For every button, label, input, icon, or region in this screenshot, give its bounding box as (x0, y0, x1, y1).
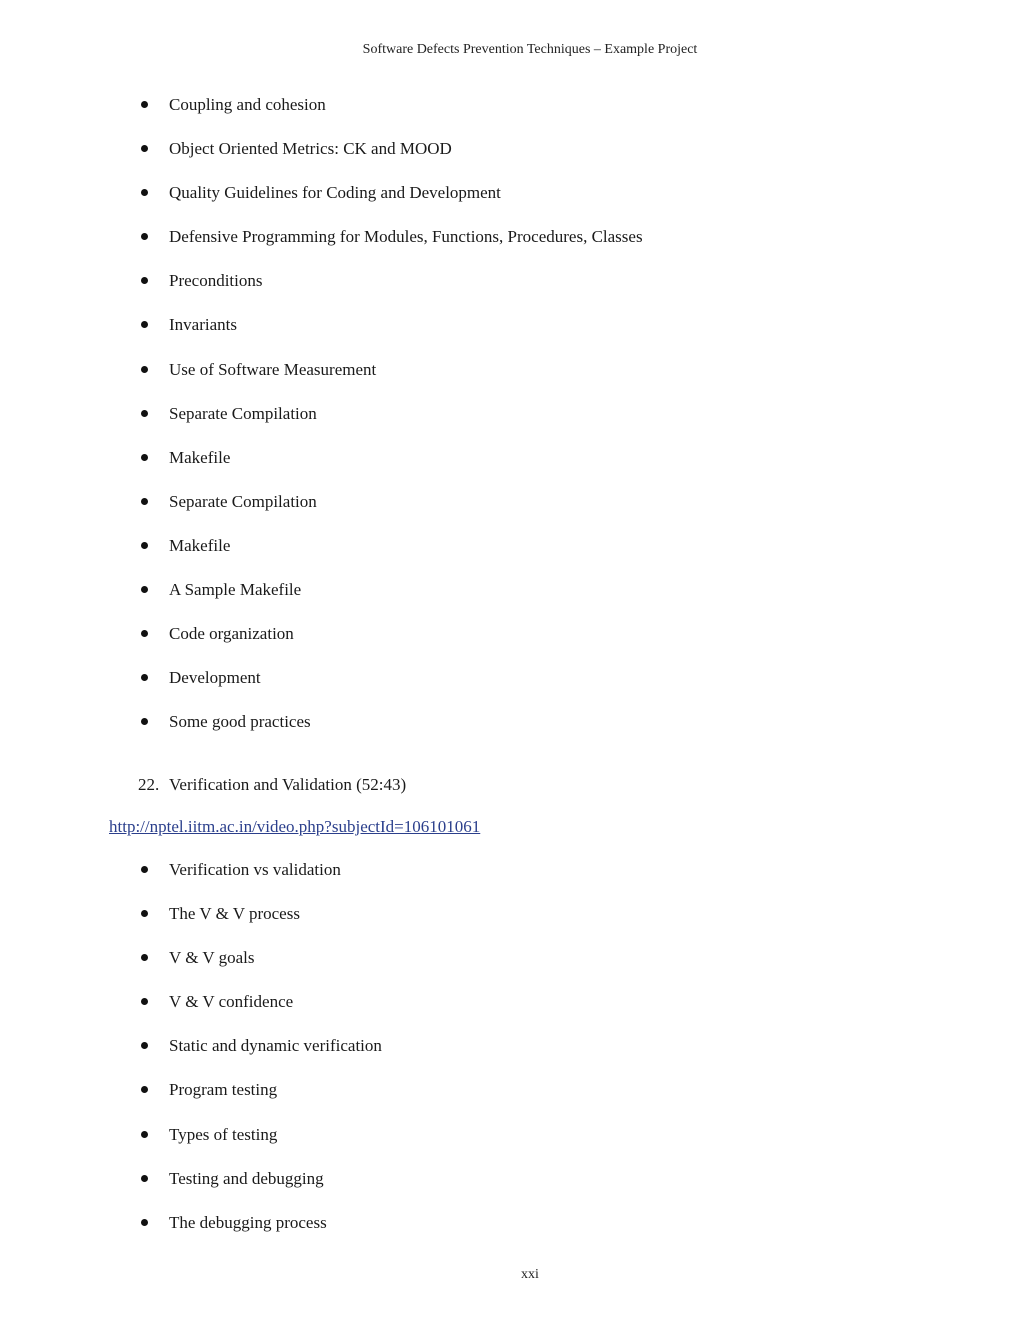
section-title: Verification and Validation (52:43) (169, 775, 407, 794)
video-link[interactable]: http://nptel.iitm.ac.in/video.php?subjectId=106101061 (109, 817, 481, 836)
list-item-text: Separate Compilation (169, 491, 317, 511)
bullet-icon (141, 498, 148, 505)
list-item-text: Use of Software Measurement (169, 359, 377, 379)
bullet-icon (141, 1042, 148, 1049)
list-item-text: Preconditions (169, 271, 263, 291)
bullet-icon (141, 718, 148, 725)
list-item-text: Defensive Programming for Modules, Functions, Procedures, Classes (169, 227, 643, 247)
section-heading (138, 775, 406, 795)
bullet-icon (141, 954, 148, 961)
bullet-icon (141, 145, 148, 152)
running-header: Software Defects Prevention Techniques – Example Project (362, 42, 698, 57)
list-item-text: The debugging process (169, 1212, 327, 1232)
bullet-icon (141, 233, 148, 240)
bullet-icon (141, 1219, 148, 1226)
list-item-text: Quality Guidelines for Coding and Development (169, 183, 501, 203)
section-number: 22. (138, 775, 160, 794)
bullet-icon (141, 542, 148, 549)
bullet-icon (141, 410, 148, 417)
list-item-text: Development (169, 668, 261, 688)
list-item-text: Some good practices (169, 712, 311, 732)
list-item-text: Verification vs validation (169, 860, 341, 879)
list-item-text: Makefile (169, 447, 231, 467)
list-item-text: Separate Compilation (169, 403, 317, 423)
list-item-text: Program testing (169, 1080, 278, 1100)
bullet-icon (141, 866, 148, 873)
list-item-text: Static and dynamic verification (169, 1036, 382, 1056)
bullet-icon (141, 630, 148, 637)
bullet-icon (141, 910, 148, 917)
bullet-icon (141, 1175, 148, 1182)
list-item-text: Invariants (169, 315, 237, 335)
bullet-icon (141, 454, 148, 461)
list-item-text: Testing and debugging (169, 1168, 324, 1188)
bullet-icon (141, 1131, 148, 1138)
list-item-text: Types of testing (169, 1124, 278, 1144)
bullet-icon (141, 674, 148, 681)
bullet-icon (141, 321, 148, 328)
list-item-text: Code organization (169, 624, 294, 644)
bullet-icon (141, 1086, 148, 1093)
list-item-text: V & V goals (169, 948, 255, 968)
bullet-icon (141, 586, 148, 593)
bullet-icon (141, 189, 148, 196)
list-item-text: Makefile (169, 535, 231, 555)
list-item-text: Coupling and cohesion (169, 95, 326, 114)
page-number: xxi (521, 1267, 539, 1282)
list-item-text: A Sample Makefile (169, 580, 302, 600)
list-item-text: The V & V process (169, 904, 300, 924)
bullet-icon (141, 366, 148, 373)
bullet-icon (141, 101, 148, 108)
bullet-icon (141, 277, 148, 284)
list-item-text: V & V confidence (169, 992, 294, 1012)
bullet-icon (141, 998, 148, 1005)
list-item-text: Object Oriented Metrics: CK and MOOD (169, 139, 452, 159)
